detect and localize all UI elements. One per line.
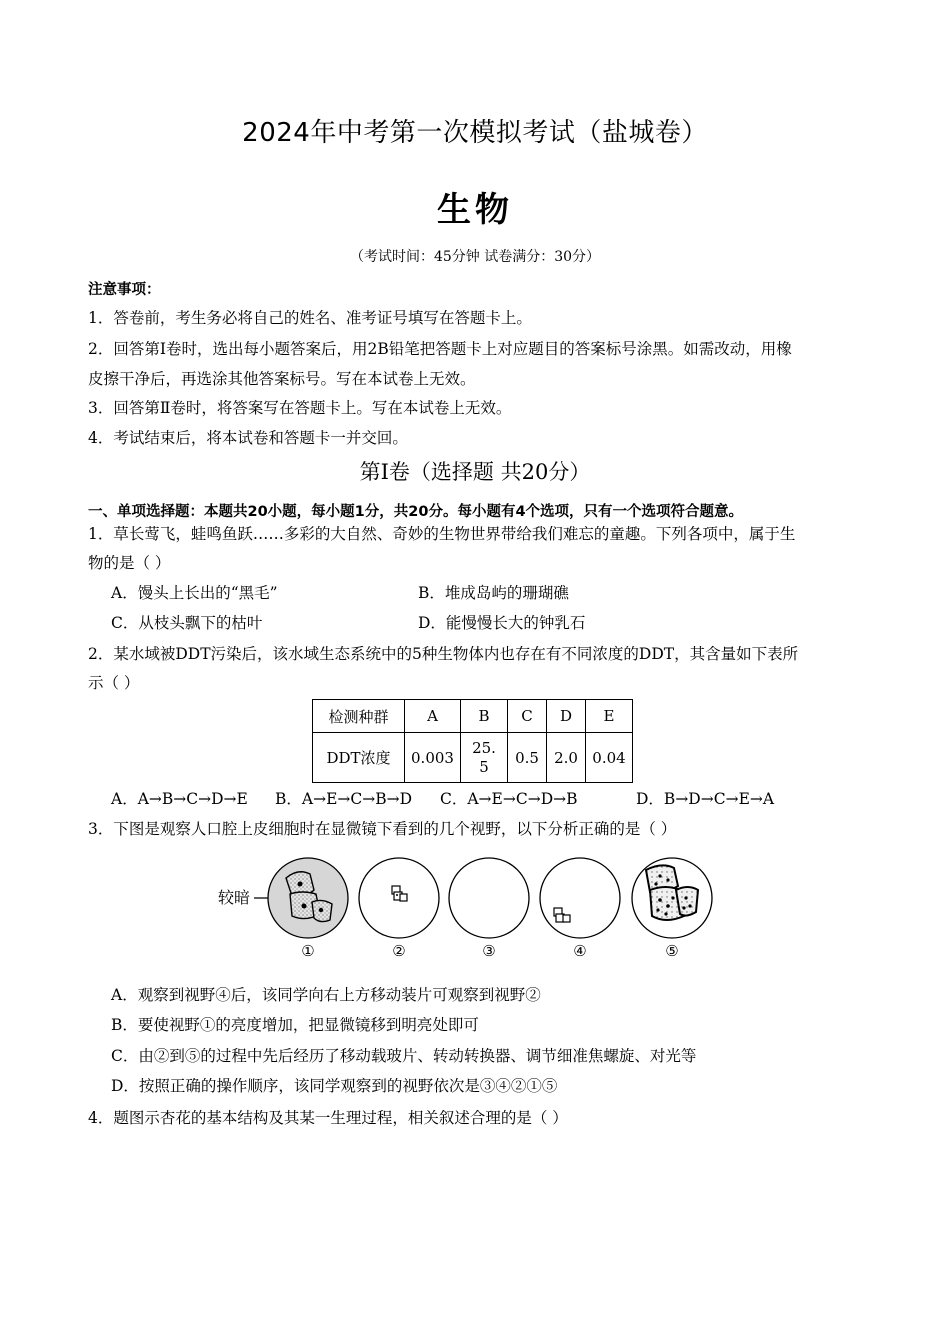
- exam-info: （考试时间：45分钟 试卷满分：30分）: [349, 249, 601, 265]
- q1-stem-cont: 物的是（ ）: [88, 554, 171, 572]
- table-header-cell: B: [461, 700, 508, 733]
- table-cell-wrap-top: 25.: [472, 738, 496, 757]
- note-item: 皮擦干净后，再选涂其他答案标号。写在本试卷上无效。: [88, 370, 476, 388]
- microscope-field-4: [540, 858, 620, 938]
- note-item: 4．考试结束后，将本试卷和答题卡一并交回。: [88, 429, 408, 447]
- exam-title: 2024年中考第一次模拟考试（盐城卷）: [242, 118, 708, 148]
- table-header-cell: E: [586, 700, 633, 733]
- table-cell: 0.5: [508, 733, 547, 783]
- q1-option-d: D．能慢慢长大的钟乳石: [418, 614, 586, 632]
- q3-option-c: C．由②到⑤的过程中先后经历了移动载玻片、转动转换器、调节细准焦螺旋、对光等: [111, 1047, 697, 1065]
- table-header-cell: A: [405, 700, 461, 733]
- q1-stem: 1．草长莺飞，蛙鸣鱼跃……多彩的大自然、奇妙的生物世界带给我们难忘的童趣。下列各项中，属于生: [88, 525, 796, 543]
- field-number: ②: [392, 942, 406, 960]
- q2-option-b: B．A→E→C→B→D: [275, 790, 413, 808]
- field-number: ④: [573, 942, 587, 960]
- section-instruction: 一、单项选择题：本题共20小题，每小题1分，共20分。每小题有4个选项，只有一个选项符合题意。: [88, 504, 744, 520]
- q2-option-d: D．B→D→C→E→A: [636, 790, 775, 808]
- table-row: [313, 700, 633, 733]
- q3-option-b: B．要使视野①的亮度增加，把显微镜移到明亮处即可: [111, 1016, 479, 1034]
- table-cell: 2.0: [547, 733, 586, 783]
- table-row-label: DDT浓度: [313, 733, 405, 783]
- q3-option-d: D．按照正确的操作顺序，该同学观察到的视野依次是③④②①⑤: [111, 1077, 558, 1095]
- table-header-cell: D: [547, 700, 586, 733]
- ddt-table: [312, 699, 633, 783]
- table-cell: 0.003: [405, 733, 461, 783]
- table-row: [313, 733, 633, 783]
- field-number: ③: [482, 942, 496, 960]
- q2-option-c: C．A→E→C→D→B: [440, 790, 578, 808]
- table-cell-wrap-bottom: 5: [479, 757, 489, 776]
- section-title: 第Ⅰ卷（选择题 共20分）: [359, 460, 591, 484]
- note-item: 1．答卷前，考生务必将自己的姓名、准考证号填写在答题卡上。: [88, 309, 532, 327]
- note-item: 2．回答第Ⅰ卷时，选出每小题答案后，用2B铅笔把答题卡上对应题目的答案标号涂黑。如需改动，用橡: [88, 340, 792, 358]
- field-number: ①: [301, 942, 315, 960]
- q3-option-a: A．观察到视野④后，该同学向右上方移动装片可观察到视野②: [111, 986, 541, 1004]
- dim-label: 较暗: [218, 888, 251, 907]
- table-cell: 0.04: [586, 733, 633, 783]
- q1-option-c: C．从枝头飘下的枯叶: [111, 614, 263, 632]
- note-item: 3．回答第Ⅱ卷时，将答案写在答题卡上。写在本试卷上无效。: [88, 399, 512, 417]
- table-header-cell: 检测种群: [313, 700, 405, 733]
- notes-heading: 注意事项：: [88, 282, 161, 298]
- q1-option-a: A．馒头上长出的“黑毛”: [111, 584, 278, 602]
- subject-title: 生物: [437, 190, 513, 230]
- q2-option-a: A．A→B→C→D→E: [111, 790, 248, 808]
- field-number: ⑤: [665, 942, 679, 960]
- q3-stem: 3．下图是观察人口腔上皮细胞时在显微镜下看到的几个视野，以下分析正确的是（ ）: [88, 820, 677, 838]
- q2-stem-cont: 示（ ）: [88, 674, 140, 692]
- q2-stem: 2．某水域被DDT污染后，该水域生态系统中的5种生物体内也存在有不同浓度的DDT，其含量如下表所: [88, 645, 799, 663]
- table-header-cell: C: [508, 700, 547, 733]
- q4-stem: 4．题图示杏花的基本结构及其某一生理过程，相关叙述合理的是（ ）: [88, 1109, 568, 1127]
- table-cell: [461, 733, 508, 783]
- q1-option-b: B．堆成岛屿的珊瑚礁: [418, 584, 569, 602]
- microscope-field-3: [449, 858, 529, 938]
- microscope-fields-figure: [210, 850, 730, 965]
